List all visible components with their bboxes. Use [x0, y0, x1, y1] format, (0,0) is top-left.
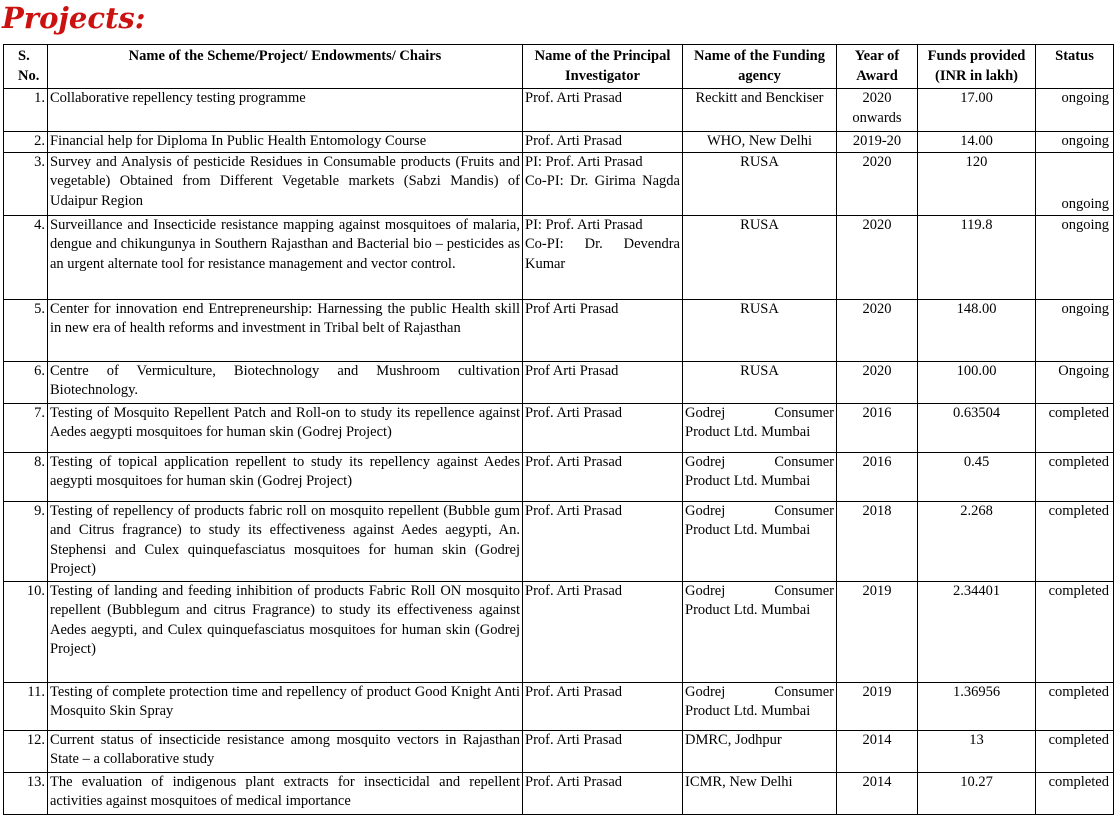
row-sno: 7.: [4, 403, 48, 452]
row-pi: Prof. Arti Prasad: [523, 772, 683, 814]
header-pi: Name of the Principal Investigator: [523, 45, 683, 89]
row-year: 2014: [837, 730, 918, 772]
header-sno: S. No.: [4, 45, 48, 89]
row-status: ongoing: [1036, 89, 1114, 132]
table-row: [4, 501, 1114, 581]
row-pi: Prof. Arti Prasad: [523, 581, 683, 682]
row-year: 2018: [837, 501, 918, 581]
row-project-name: Testing of topical application repellent to study its repellency against Aedes aegypti mosquitoes for human skin (Godrej Project): [48, 452, 523, 501]
row-agency: Godrej Consumer Product Ltd. Mumbai: [683, 501, 837, 581]
row-project-name: Survey and Analysis of pesticide Residues in Consumable products (Fruits and vegetable) Obtained from Different Vegetable markets (Sabzi Mandis) of Udaipur Region: [48, 152, 523, 215]
row-funds: 2.34401: [918, 581, 1036, 682]
row-status: completed: [1036, 403, 1114, 452]
row-pi: Prof. Arti Prasad: [523, 501, 683, 581]
row-project-name: Testing of landing and feeding inhibition of products Fabric Roll ON mosquito repellent (Bubblegum and citrus Fragrance) to study its effectiveness against Aedes aegypti, and Culex quinquefasciatus mosquitoes for human skin (Godrej Project): [48, 581, 523, 682]
row-year: 2020 onwards: [837, 89, 918, 132]
table-row: [4, 730, 1114, 772]
row-funds: 120: [918, 152, 1036, 215]
table-row: [4, 299, 1114, 361]
row-pi: Prof. Arti Prasad: [523, 132, 683, 153]
table-row: [4, 452, 1114, 501]
header-funds: Funds provided (INR in lakh): [918, 45, 1036, 89]
row-year: 2016: [837, 452, 918, 501]
row-project-name: Surveillance and Insecticide resistance mapping against mosquitoes of malaria, dengue and chikungunya in Southern Rajasthan and Bacterial bio – pesticides as an urgent alternate tool for resistance management and vector control.: [48, 215, 523, 299]
row-year: 2020: [837, 215, 918, 299]
table-row: [4, 403, 1114, 452]
row-funds: 2.268: [918, 501, 1036, 581]
row-agency: Godrej Consumer Product Ltd. Mumbai: [683, 403, 837, 452]
row-status: Ongoing: [1036, 361, 1114, 403]
row-status: completed: [1036, 581, 1114, 682]
row-sno: 9.: [4, 501, 48, 581]
table-row: [4, 682, 1114, 730]
row-year: 2020: [837, 299, 918, 361]
table-row: [4, 361, 1114, 403]
row-project-name: Center for innovation end Entrepreneurship: Harnessing the public Health skill in new era of health reforms and investment in Tribal belt of Rajasthan: [48, 299, 523, 361]
row-co-pi: Co-PI: Dr. Girima Nagda: [525, 173, 680, 189]
row-pi: PI: Prof. Arti Prasad: [525, 153, 643, 170]
row-year: 2016: [837, 403, 918, 452]
page-title: Projects:: [2, 1, 146, 35]
row-funds: 10.27: [918, 772, 1036, 814]
row-status: ongoing: [1036, 215, 1114, 299]
row-year: 2020: [837, 152, 918, 215]
header-year: Year of Award: [837, 45, 918, 89]
row-funds: 14.00: [918, 132, 1036, 153]
table-row: [4, 132, 1114, 153]
row-status: completed: [1036, 730, 1114, 772]
row-sno: 5.: [4, 299, 48, 361]
row-sno: 2.: [4, 132, 48, 153]
row-funds: 1.36956: [918, 682, 1036, 730]
row-funds: 17.00: [918, 89, 1036, 132]
row-status: completed: [1036, 772, 1114, 814]
row-sno: 1.: [4, 89, 48, 132]
row-funds: 0.45: [918, 452, 1036, 501]
row-project-name: The evaluation of indigenous plant extracts for insecticidal and repellent activities against mosquitoes of medical importance: [48, 772, 523, 814]
row-agency: Godrej Consumer Product Ltd. Mumbai: [683, 682, 837, 730]
header-name: Name of the Scheme/Project/ Endowments/ Chairs: [48, 45, 523, 89]
projects-table: [3, 44, 1114, 815]
row-sno: 13.: [4, 772, 48, 814]
row-agency: Reckitt and Benckiser: [683, 89, 837, 132]
row-pi: Prof Arti Prasad: [523, 299, 683, 361]
header-row: [4, 45, 1114, 89]
row-agency: RUSA: [683, 299, 837, 361]
row-agency: DMRC, Jodhpur: [683, 730, 837, 772]
header-agency: Name of the Funding agency: [683, 45, 837, 89]
row-status: completed: [1036, 682, 1114, 730]
row-pi: Prof. Arti Prasad: [523, 730, 683, 772]
row-status: completed: [1036, 501, 1114, 581]
row-year: 2019-20: [837, 132, 918, 153]
row-project-name: Testing of repellency of products fabric roll on mosquito repellent (Bubble gum and Citrus fragrance) to study its effectiveness against Aedes aegypti, An. Stephensi and Culex quinquefasciatus mosquitoes for human skin (Godrej Project): [48, 501, 523, 581]
table-row: [4, 772, 1114, 814]
row-year: 2014: [837, 772, 918, 814]
row-pi: Prof. Arti Prasad: [523, 403, 683, 452]
table-row: [4, 581, 1114, 682]
row-co-pi: Co-PI: Dr. Devendra Kumar: [525, 236, 680, 272]
row-project-name: Collaborative repellency testing programme: [48, 89, 523, 132]
header-status: Status: [1036, 45, 1114, 89]
row-funds: 148.00: [918, 299, 1036, 361]
table-row: [4, 89, 1114, 132]
row-agency: RUSA: [683, 215, 837, 299]
row-agency: RUSA: [683, 152, 837, 215]
row-year: 2020: [837, 361, 918, 403]
table-row: [4, 215, 1114, 299]
row-project-name: Testing of complete protection time and repellency of product Good Knight Anti Mosquito Skin Spray: [48, 682, 523, 730]
row-pi-cell: [523, 152, 683, 215]
row-year: 2019: [837, 581, 918, 682]
row-pi: Prof. Arti Prasad: [523, 682, 683, 730]
row-project-name: Current status of insecticide resistance among mosquito vectors in Rajasthan State – a collaborative study: [48, 730, 523, 772]
row-year: 2019: [837, 682, 918, 730]
row-sno: 8.: [4, 452, 48, 501]
row-funds: 119.8: [918, 215, 1036, 299]
row-sno: 12.: [4, 730, 48, 772]
row-status: completed: [1036, 452, 1114, 501]
row-sno: 6.: [4, 361, 48, 403]
row-funds: 13: [918, 730, 1036, 772]
row-sno: 4.: [4, 215, 48, 299]
row-pi: Prof Arti Prasad: [523, 361, 683, 403]
row-status: ongoing: [1036, 132, 1114, 153]
row-sno: 11.: [4, 682, 48, 730]
row-agency: RUSA: [683, 361, 837, 403]
row-agency: Godrej Consumer Product Ltd. Mumbai: [683, 581, 837, 682]
row-agency: Godrej Consumer Product Ltd. Mumbai: [683, 452, 837, 501]
row-pi: PI: Prof. Arti Prasad: [525, 216, 643, 233]
row-sno: 10.: [4, 581, 48, 682]
table-row: [4, 152, 1114, 215]
row-project-name: Centre of Vermiculture, Biotechnology and Mushroom cultivation Biotechnology.: [48, 361, 523, 403]
row-sno: 3.: [4, 152, 48, 215]
row-pi-cell: [523, 215, 683, 299]
row-project-name: Financial help for Diploma In Public Health Entomology Course: [48, 132, 523, 153]
row-agency: ICMR, New Delhi: [683, 772, 837, 814]
row-project-name: Testing of Mosquito Repellent Patch and Roll-on to study its repellence against Aedes aegypti mosquitoes for human skin (Godrej Project): [48, 403, 523, 452]
row-funds: 0.63504: [918, 403, 1036, 452]
row-status: ongoing: [1036, 299, 1114, 361]
row-agency: WHO, New Delhi: [683, 132, 837, 153]
row-pi: Prof. Arti Prasad: [523, 89, 683, 132]
row-funds: 100.00: [918, 361, 1036, 403]
row-pi: Prof. Arti Prasad: [523, 452, 683, 501]
row-status: ongoing: [1036, 152, 1114, 215]
